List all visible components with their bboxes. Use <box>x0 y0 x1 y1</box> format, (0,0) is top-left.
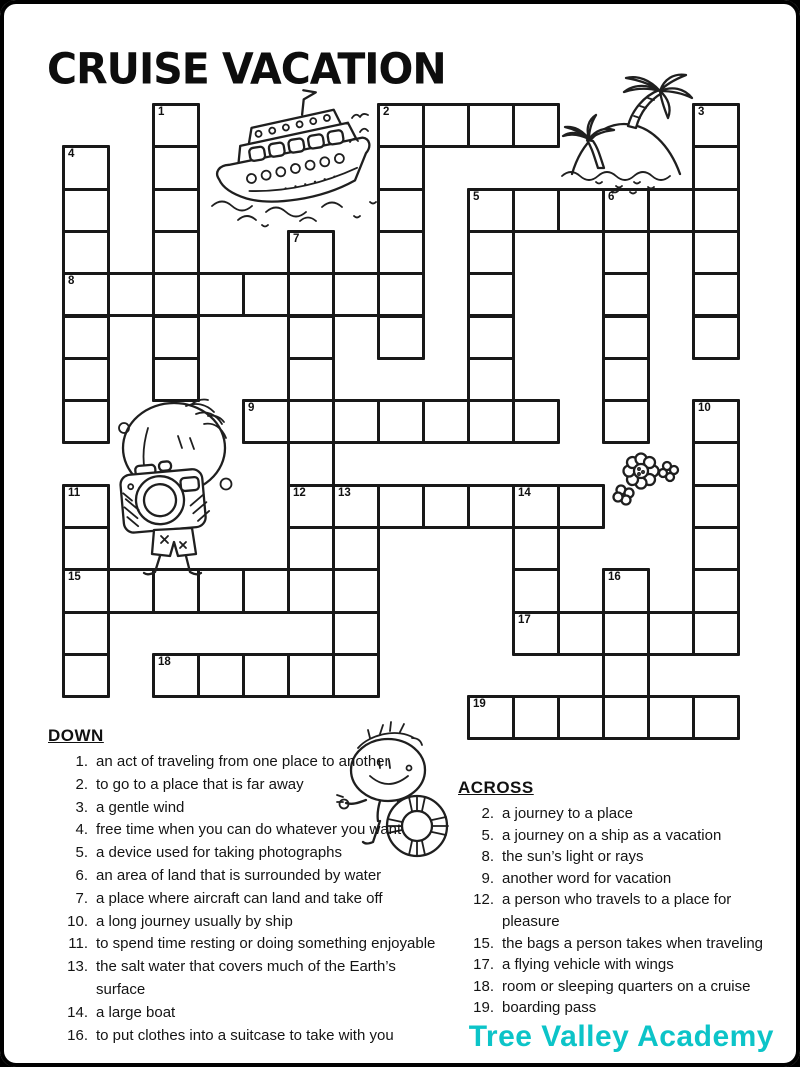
clue-text: a journey to a place <box>502 805 633 822</box>
cell-number: 6 <box>608 190 615 203</box>
grid-cell[interactable] <box>152 103 200 148</box>
grid-cell[interactable] <box>647 188 695 233</box>
cell-number: 16 <box>608 571 621 584</box>
grid-cell[interactable] <box>692 484 740 529</box>
across-heading: ACROSS <box>458 778 534 797</box>
grid-cell[interactable] <box>332 272 380 317</box>
grid-cell[interactable] <box>287 357 335 402</box>
grid-cell[interactable] <box>692 441 740 486</box>
kid-with-camera-icon <box>98 396 250 578</box>
clue-text: to put clothes into a suitcase to take with you <box>96 1026 394 1044</box>
grid-cell[interactable] <box>422 484 470 529</box>
grid-cell[interactable] <box>602 357 650 402</box>
grid-cell[interactable] <box>647 611 695 656</box>
grid-cell[interactable] <box>692 145 740 190</box>
brand-footer: Tree Valley Academy <box>468 1020 774 1053</box>
clue-item <box>48 1025 448 1048</box>
grid-cell[interactable] <box>152 230 200 275</box>
grid-cell[interactable] <box>692 526 740 571</box>
grid-cell[interactable] <box>467 695 515 740</box>
across-clues-section <box>458 778 788 1019</box>
down-clues-section <box>48 726 448 1047</box>
grid-cell[interactable] <box>332 526 380 571</box>
clue-item <box>48 1002 448 1025</box>
clue-number: 11. <box>68 935 88 953</box>
grid-cell[interactable] <box>62 315 110 360</box>
grid-cell[interactable] <box>512 103 560 148</box>
grid-cell[interactable] <box>467 357 515 402</box>
clue-item <box>48 797 448 820</box>
grid-cell[interactable] <box>287 484 335 529</box>
clue-number: 6. <box>75 866 88 884</box>
grid-cell[interactable] <box>692 399 740 444</box>
clue-number: 16. <box>67 1026 88 1044</box>
grid-cell[interactable] <box>602 399 650 444</box>
cell-number: 8 <box>68 275 75 288</box>
clue-item <box>458 803 788 825</box>
grid-cell[interactable] <box>377 103 425 148</box>
cruise-ship-icon <box>204 104 382 226</box>
grid-cell[interactable] <box>602 611 650 656</box>
cell-number: 19 <box>473 698 486 711</box>
grid-cell[interactable] <box>377 188 425 233</box>
flowers-icon <box>608 450 688 506</box>
grid-cell[interactable] <box>62 188 110 233</box>
grid-cell[interactable] <box>602 188 650 233</box>
clue-text: a journey on a ship as a vacation <box>502 826 722 844</box>
grid-cell[interactable] <box>107 272 155 317</box>
clue-number: 18. <box>473 977 494 995</box>
clue-item <box>458 954 788 976</box>
cell-number: 1 <box>158 106 165 118</box>
clue-text: the bags a person takes when traveling <box>502 934 763 952</box>
grid-cell[interactable] <box>152 145 200 190</box>
clue-number: 14. <box>67 1003 88 1021</box>
grid-cell[interactable] <box>557 484 605 529</box>
clue-number: 13. <box>67 958 88 976</box>
grid-cell[interactable] <box>557 611 605 656</box>
grid-cell[interactable] <box>602 315 650 360</box>
grid-cell[interactable] <box>152 653 200 698</box>
grid-cell[interactable] <box>332 399 380 444</box>
grid-cell[interactable] <box>377 484 425 529</box>
grid-cell[interactable] <box>692 611 740 656</box>
grid-cell[interactable] <box>602 695 650 740</box>
clue-item <box>458 846 788 868</box>
grid-cell[interactable] <box>602 653 650 698</box>
grid-cell[interactable] <box>467 188 515 233</box>
grid-cell[interactable] <box>287 315 335 360</box>
grid-cell[interactable] <box>692 272 740 317</box>
clue-text: to spend time resting or doing something enjoyable <box>96 935 436 953</box>
grid-cell[interactable] <box>692 568 740 613</box>
page-title: CRUISE VACATION <box>47 44 446 94</box>
grid-cell[interactable] <box>692 103 740 148</box>
grid-cell[interactable] <box>602 568 650 613</box>
clue-number: 4. <box>75 821 88 839</box>
cell-number: 5 <box>473 190 480 203</box>
grid-cell[interactable] <box>467 484 515 529</box>
grid-cell[interactable] <box>692 315 740 360</box>
grid-cell[interactable] <box>512 568 560 613</box>
grid-cell[interactable] <box>197 653 245 698</box>
grid-cell[interactable] <box>512 188 560 233</box>
down-heading: DOWN <box>48 726 104 745</box>
cell-number: 13 <box>338 486 351 499</box>
clue-item <box>48 888 448 911</box>
clue-number: 2. <box>481 805 494 822</box>
cell-number: 15 <box>68 571 81 584</box>
clue-text: a device used for taking photographs <box>96 844 342 862</box>
clue-item <box>48 774 448 797</box>
clue-text: a long journey usually by ship <box>96 912 293 930</box>
grid-cell[interactable] <box>467 103 515 148</box>
grid-cell[interactable] <box>692 188 740 233</box>
clue-item <box>48 911 448 934</box>
clue-number: 10. <box>67 912 88 930</box>
clue-text: a large boat <box>96 1003 176 1021</box>
grid-cell[interactable] <box>512 611 560 656</box>
grid-cell[interactable] <box>602 272 650 317</box>
clue-item <box>48 819 448 842</box>
clue-item <box>458 825 788 847</box>
clue-number: 5. <box>481 826 494 844</box>
cell-number: 2 <box>383 106 390 118</box>
cell-number: 17 <box>518 613 531 626</box>
cell-number: 18 <box>158 655 171 668</box>
clue-number: 19. <box>473 999 494 1017</box>
grid-cell[interactable] <box>152 272 200 317</box>
clue-number: 2. <box>75 775 88 793</box>
grid-cell[interactable] <box>332 484 380 529</box>
clue-number: 15. <box>473 934 494 952</box>
grid-cell[interactable] <box>557 695 605 740</box>
clue-number: 12. <box>473 891 494 909</box>
grid-cell[interactable] <box>422 399 470 444</box>
cell-number: 7 <box>293 232 300 245</box>
clue-number: 1. <box>75 753 88 770</box>
grid-cell[interactable] <box>692 695 740 740</box>
down-clue-list <box>48 751 448 1047</box>
palm-island-icon <box>556 78 698 192</box>
clue-text: the sun’s light or rays <box>502 848 644 866</box>
grid-cell[interactable] <box>602 230 650 275</box>
grid-cell[interactable] <box>152 188 200 233</box>
clue-text: free time when you can do whatever you want <box>96 821 402 839</box>
clue-number: 17. <box>473 956 494 974</box>
clue-number: 8. <box>481 848 494 866</box>
clue-item <box>48 956 448 1002</box>
grid-cell[interactable] <box>287 272 335 317</box>
clue-text: room or sleeping quarters on a cruise <box>502 977 751 995</box>
clue-number: 7. <box>75 889 88 907</box>
grid-cell[interactable] <box>377 399 425 444</box>
grid-cell[interactable] <box>197 272 245 317</box>
grid-cell[interactable] <box>332 611 380 656</box>
grid-cell[interactable] <box>62 653 110 698</box>
clue-item <box>458 868 788 890</box>
clue-text: an area of land that is surrounded by water <box>96 866 382 884</box>
clue-text: to go to a place that is far away <box>96 775 304 793</box>
grid-cell[interactable] <box>62 145 110 190</box>
grid-cell[interactable] <box>512 526 560 571</box>
clue-text: another word for vacation <box>502 869 672 887</box>
grid-cell[interactable] <box>512 695 560 740</box>
clue-text: a place where aircraft can land and take off <box>96 889 383 907</box>
across-clue-list <box>458 803 788 1019</box>
clue-item <box>48 865 448 888</box>
clue-text: a gentle wind <box>96 798 185 816</box>
grid-cell[interactable] <box>287 441 335 486</box>
grid-cell[interactable] <box>512 399 560 444</box>
grid-cell[interactable] <box>152 315 200 360</box>
cell-number: 14 <box>518 486 531 499</box>
clue-item <box>48 751 448 774</box>
grid-cell[interactable] <box>62 611 110 656</box>
grid-cell[interactable] <box>467 399 515 444</box>
grid-cell[interactable] <box>287 230 335 275</box>
clue-text: a flying vehicle with wings <box>502 956 674 974</box>
clue-text: a person who travels to a place for pleasure <box>502 891 732 930</box>
grid-cell[interactable] <box>62 272 110 317</box>
grid-cell[interactable] <box>287 568 335 613</box>
grid-cell[interactable] <box>467 315 515 360</box>
grid-cell[interactable] <box>332 653 380 698</box>
clue-text: an act of traveling from one place to another <box>96 753 390 770</box>
clue-item <box>48 933 448 956</box>
clue-item <box>48 842 448 865</box>
clue-number: 5. <box>75 844 88 862</box>
grid-cell[interactable] <box>287 653 335 698</box>
grid-cell[interactable] <box>287 399 335 444</box>
clue-text: boarding pass <box>502 999 597 1017</box>
grid-cell[interactable] <box>377 230 425 275</box>
grid-cell[interactable] <box>287 526 335 571</box>
cell-number: 11 <box>68 486 81 499</box>
grid-cell[interactable] <box>377 272 425 317</box>
cell-number: 9 <box>248 402 255 415</box>
clue-item <box>458 933 788 955</box>
cell-number: 12 <box>293 486 306 499</box>
grid-cell[interactable] <box>332 568 380 613</box>
grid-cell[interactable] <box>62 230 110 275</box>
clue-number: 9. <box>481 869 494 887</box>
cell-number: 10 <box>698 402 711 415</box>
clue-item <box>458 997 788 1019</box>
cell-number: 4 <box>68 148 75 161</box>
grid-cell[interactable] <box>377 315 425 360</box>
grid-cell[interactable] <box>242 272 290 317</box>
grid-cell[interactable] <box>422 103 470 148</box>
grid-cell[interactable] <box>467 230 515 275</box>
grid-cell[interactable] <box>467 272 515 317</box>
grid-cell[interactable] <box>692 230 740 275</box>
grid-cell[interactable] <box>512 484 560 529</box>
clue-text: the salt water that covers much of the Earth’s surface <box>96 958 396 998</box>
grid-cell[interactable] <box>647 695 695 740</box>
grid-cell[interactable] <box>557 188 605 233</box>
cell-number: 3 <box>698 106 705 118</box>
clue-item <box>458 976 788 998</box>
grid-cell[interactable] <box>377 145 425 190</box>
clue-item <box>458 889 788 932</box>
clue-number: 3. <box>75 798 88 816</box>
grid-cell[interactable] <box>242 653 290 698</box>
